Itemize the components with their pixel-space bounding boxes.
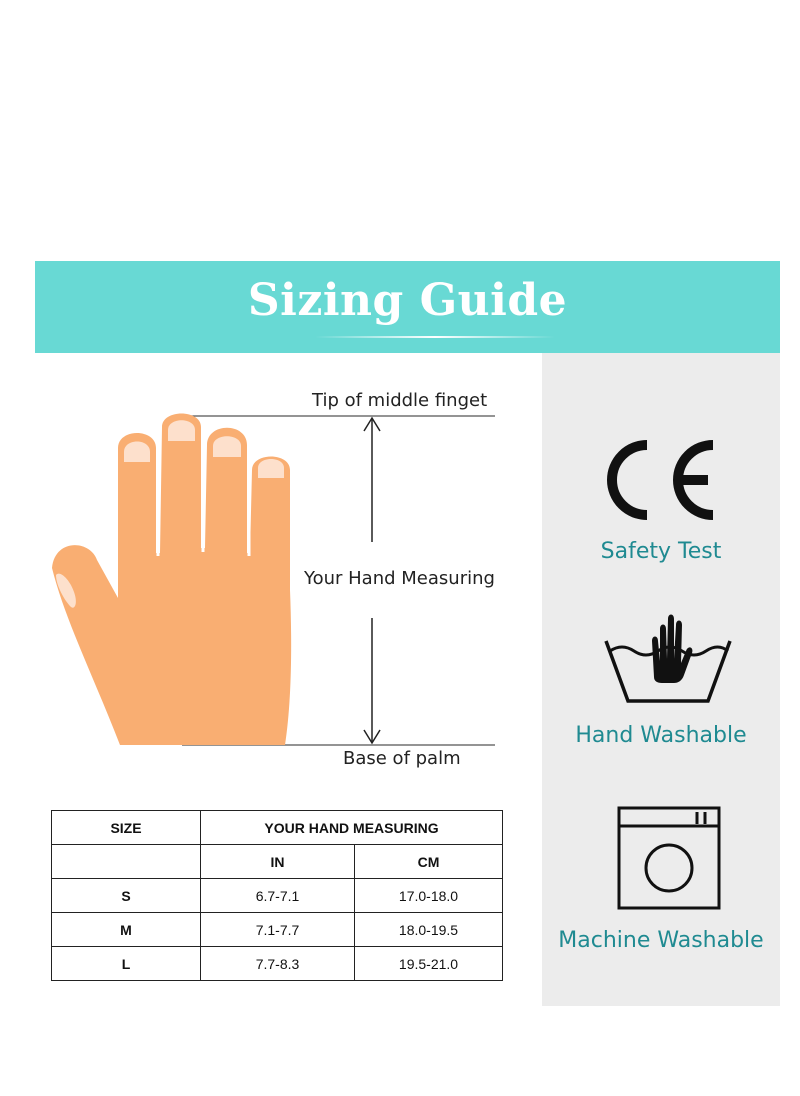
feature-label-hand-wash: Hand Washable	[575, 723, 747, 748]
header-size: SIZE	[52, 811, 201, 845]
size-cell: M	[52, 913, 201, 947]
measuring-label: Your Hand Measuring	[304, 568, 495, 589]
table-unit-row	[52, 845, 503, 879]
features-panel	[542, 353, 780, 1006]
table-row	[52, 879, 503, 913]
unit-empty-cell	[52, 845, 201, 879]
hand-wash-icon	[602, 611, 734, 707]
feature-label-safety: Safety Test	[600, 539, 722, 564]
unit-in: IN	[201, 845, 355, 879]
size-table	[51, 810, 503, 981]
ce-mark-icon	[600, 437, 722, 523]
cm-cell: 17.0-18.0	[355, 879, 503, 913]
feature-label-machine-wash: Machine Washable	[558, 928, 764, 953]
tip-label: Tip of middle finget	[312, 390, 488, 411]
table-header-row	[52, 811, 503, 845]
cm-cell: 19.5-21.0	[355, 947, 503, 981]
base-label: Base of palm	[343, 748, 461, 769]
hand-icon	[52, 414, 291, 746]
in-cell: 7.1-7.7	[201, 913, 355, 947]
in-cell: 7.7-8.3	[201, 947, 355, 981]
table-row	[52, 913, 503, 947]
size-cell: S	[52, 879, 201, 913]
page-title: Sizing Guide	[247, 275, 568, 326]
unit-cm: CM	[355, 845, 503, 879]
table-row	[52, 947, 503, 981]
header-banner	[35, 261, 780, 353]
title-underline	[315, 336, 555, 338]
header-measuring: YOUR HAND MEASURING	[201, 811, 503, 845]
cm-cell: 18.0-19.5	[355, 913, 503, 947]
washing-machine-icon	[617, 806, 721, 910]
size-cell: L	[52, 947, 201, 981]
in-cell: 6.7-7.1	[201, 879, 355, 913]
